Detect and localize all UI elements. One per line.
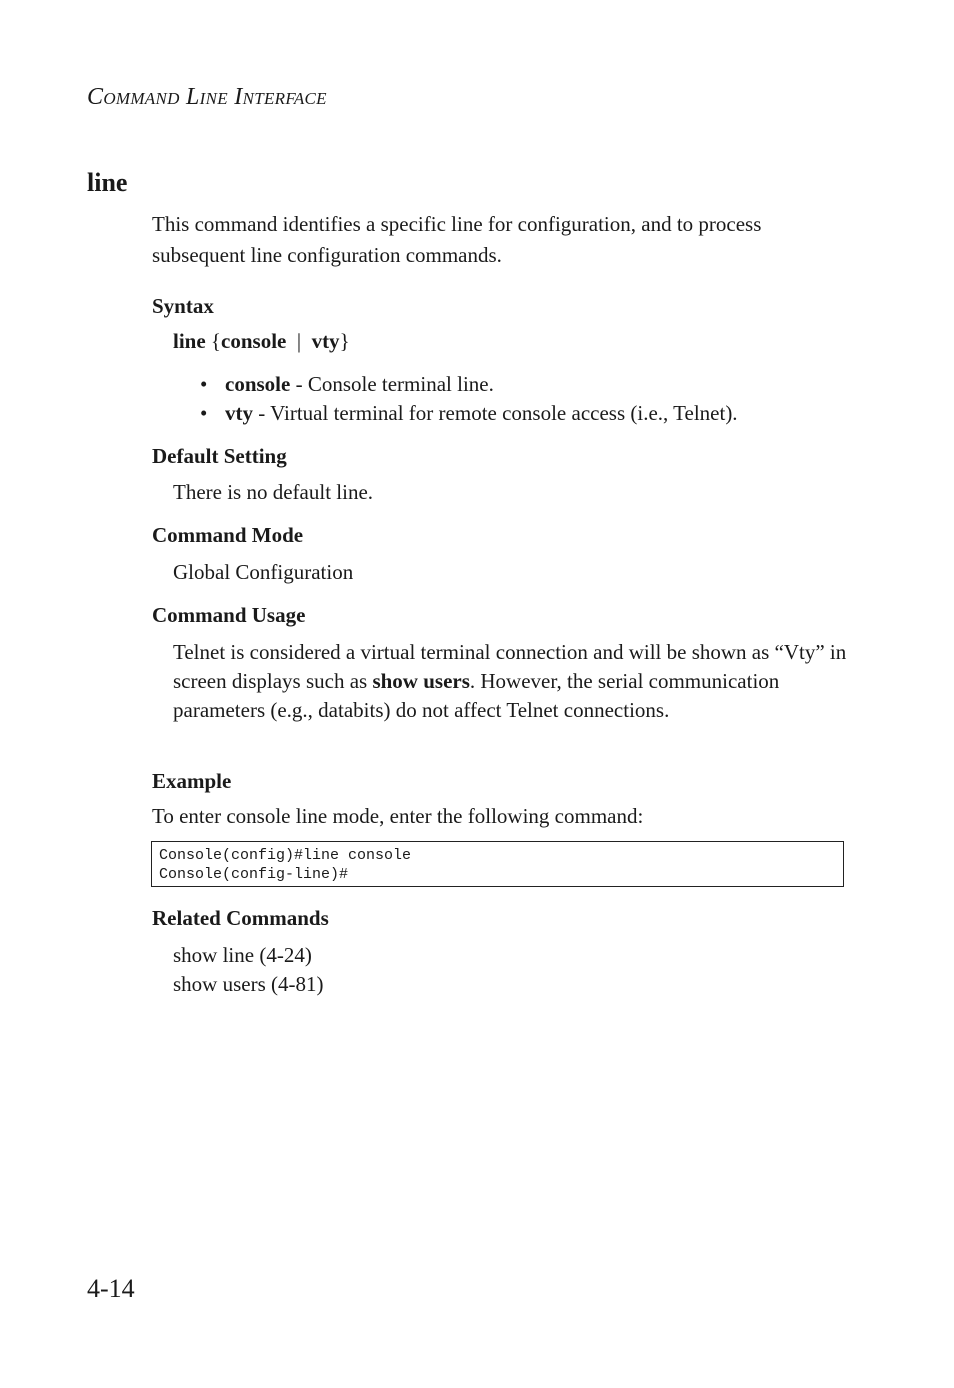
running-header: COMMAND LINE INTERFACE [87,84,327,110]
list-item: show line (4-24) [173,943,312,967]
example-intro: To enter console line mode, enter the following command: [152,804,644,828]
syntax-heading: Syntax [152,294,214,318]
list-item: • console - Console terminal line. [200,370,738,399]
command-usage-text: Telnet is considered a virtual terminal connection and will be shown as “Vty” in screen displays such as show users. However, the serial communication parameters (e.g., databits) do not affect Telnet connections. [173,640,847,722]
command-description: This command identifies a specific line for configuration, and to process subsequent line configuration commands. [152,212,762,267]
page-number: 4-14 [87,1274,135,1303]
list-item: • vty - Virtual terminal for remote console access (i.e., Telnet). [200,399,738,428]
command-mode-heading: Command Mode [152,523,304,547]
default-setting-text: There is no default line. [173,480,374,504]
syntax-line: line {console | vty} [173,329,350,353]
code-line: Console(config-line)# [159,866,349,883]
command-mode-text: Global Configuration [173,560,354,584]
related-commands-heading: Related Commands [152,906,329,930]
related-commands-list [173,941,323,999]
command-title: line [87,168,128,197]
list-item: show users (4-81) [173,972,324,996]
code-line: Console(config)#line console [159,847,412,864]
parameter-list [200,370,738,428]
example-heading: Example [152,769,232,793]
default-setting-heading: Default Setting [152,444,287,468]
code-example [151,841,844,887]
command-usage-heading: Command Usage [152,603,306,627]
